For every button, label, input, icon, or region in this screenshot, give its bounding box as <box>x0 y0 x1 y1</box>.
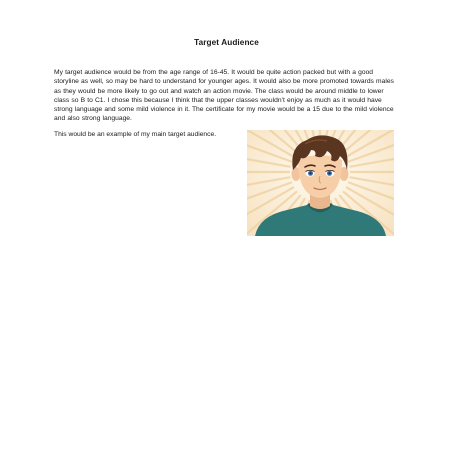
body-paragraph: My target audience would be from the age range of 16-45. It would be quite action packed but with a good storyline as well, so may be hard to understand for younger ages. It would also be more promoted towards males as they would be more likely to go out and watch an action movie. The class would be around middle to lower class so B to C1. I chose this because I think that the upper classes wouldn’t enjoy as much as it would have strong language and some mild violence in it. The certificate for my movie would be a 15 due to the mild violence and also strong language. <box>54 69 394 123</box>
cartoon-boy-avatar-icon <box>247 130 394 236</box>
target-audience-illustration <box>247 130 394 236</box>
example-caption: This would be an example of my main target audience. <box>54 131 217 138</box>
page-title: Target Audience <box>194 38 259 47</box>
